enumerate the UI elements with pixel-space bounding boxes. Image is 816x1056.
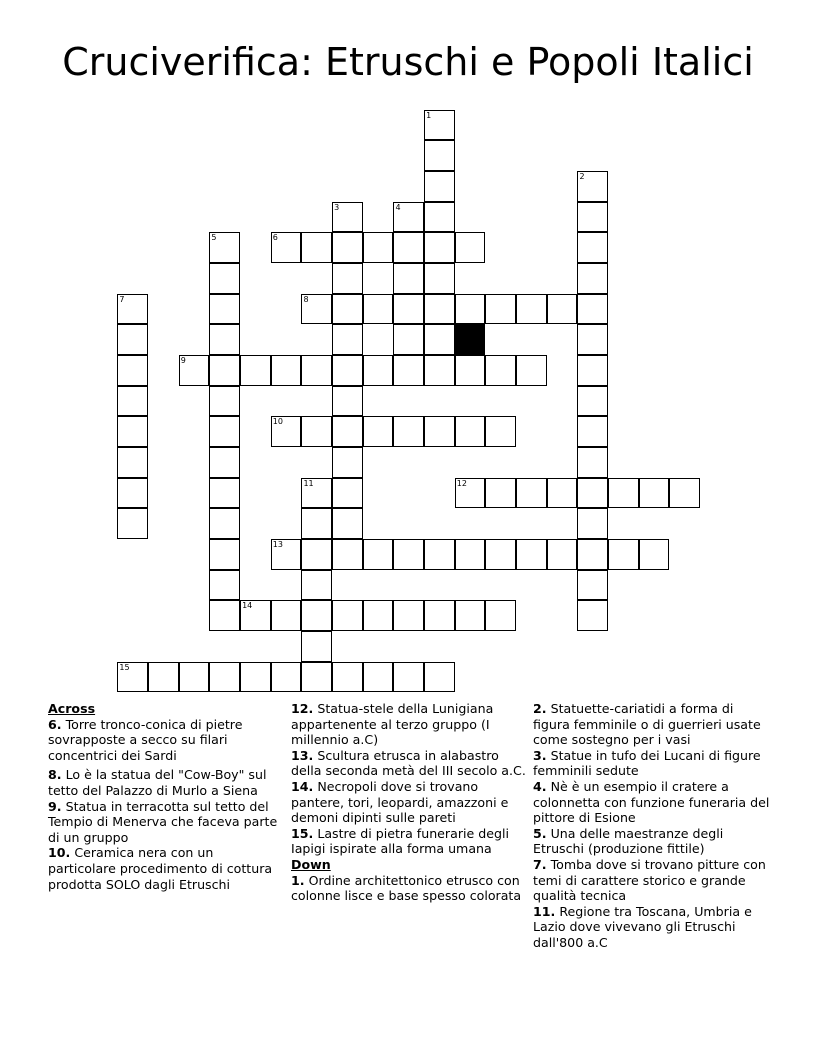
grid-cell[interactable]	[363, 355, 394, 386]
grid-cell[interactable]	[363, 600, 394, 631]
grid-cell[interactable]	[363, 539, 394, 570]
cell-number: 9	[180, 356, 186, 366]
cell-number: 12	[456, 478, 467, 488]
grid-cell[interactable]	[424, 324, 455, 355]
clue-column-1	[48, 701, 280, 892]
clue-number: 13.	[291, 747, 314, 763]
clue-column-2	[291, 701, 527, 904]
grid-cell[interactable]	[117, 386, 148, 417]
grid-cell[interactable]	[424, 662, 455, 693]
grid-cell[interactable]	[393, 232, 424, 263]
clue-text: Statue in tufo dei Lucani di figure femminili sedute	[533, 747, 761, 779]
across-heading: Across	[48, 701, 96, 716]
clue-down-4[interactable]	[533, 779, 771, 826]
grid-cell[interactable]	[363, 232, 394, 263]
clue-down-3[interactable]	[533, 748, 771, 779]
grid-cell[interactable]	[424, 416, 455, 447]
grid-cell[interactable]	[485, 416, 516, 447]
grid-cell[interactable]	[332, 294, 363, 325]
clue-down-5[interactable]	[533, 826, 771, 857]
grid-cell[interactable]	[455, 478, 486, 509]
grid-cell[interactable]	[117, 662, 148, 693]
grid-cell[interactable]	[301, 570, 332, 601]
grid-cell[interactable]	[332, 508, 363, 539]
cell-number: 13	[272, 540, 283, 550]
grid-cell[interactable]	[209, 600, 240, 631]
grid-cell[interactable]	[455, 600, 486, 631]
clue-down-2[interactable]	[533, 701, 771, 748]
grid-cell[interactable]	[577, 539, 608, 570]
grid-cell[interactable]	[639, 478, 670, 509]
cell-number: 15	[119, 662, 130, 672]
grid-cell[interactable]	[117, 478, 148, 509]
grid-cell[interactable]	[547, 478, 578, 509]
grid-cell[interactable]	[516, 539, 547, 570]
clue-number: 14.	[291, 778, 314, 794]
grid-cell[interactable]	[393, 294, 424, 325]
grid-cell[interactable]	[240, 662, 271, 693]
grid-cell[interactable]	[393, 355, 424, 386]
grid-cell[interactable]	[209, 570, 240, 601]
grid-cell[interactable]	[393, 324, 424, 355]
clue-text: Ordine architettonico etrusco con colonne lisce e base spesso colorata	[291, 872, 522, 904]
grid-cell[interactable]	[424, 263, 455, 294]
grid-cell[interactable]	[455, 355, 486, 386]
clue-number: 9.	[48, 798, 62, 814]
clue-text: Statua-stele della Lunigiana appartenente al terzo gruppo (I millennio a.C)	[291, 701, 494, 748]
grid-cell[interactable]	[209, 478, 240, 509]
grid-cell[interactable]	[577, 202, 608, 233]
grid-cell[interactable]	[301, 416, 332, 447]
grid-cell[interactable]	[332, 662, 363, 693]
grid-cell[interactable]	[332, 355, 363, 386]
grid-cell[interactable]	[301, 232, 332, 263]
grid-cell[interactable]	[209, 355, 240, 386]
grid-cell[interactable]	[332, 416, 363, 447]
grid-cell[interactable]	[577, 386, 608, 417]
grid-cell[interactable]	[424, 171, 455, 202]
grid-cell[interactable]	[393, 202, 424, 233]
grid-cell[interactable]	[209, 386, 240, 417]
clue-number: 7.	[533, 856, 547, 872]
grid-cell[interactable]	[485, 539, 516, 570]
grid-cell[interactable]	[209, 263, 240, 294]
clue-across-9[interactable]	[48, 799, 280, 846]
grid-cell[interactable]	[301, 478, 332, 509]
clue-text: Torre tronco-conica di pietre sovrapposte a secco su filari concentrici dei Sardi	[48, 716, 243, 763]
grid-cell[interactable]	[393, 539, 424, 570]
grid-cell[interactable]	[608, 539, 639, 570]
grid-cell[interactable]	[271, 662, 302, 693]
grid-cell[interactable]	[547, 539, 578, 570]
clue-number: 11.	[533, 903, 556, 919]
grid-cell[interactable]	[577, 570, 608, 601]
grid-cell[interactable]	[117, 294, 148, 325]
puzzle-title: Cruciverifica: Etruschi e Popoli Italici	[62, 40, 754, 84]
grid-cell[interactable]	[424, 600, 455, 631]
grid-cell[interactable]	[577, 355, 608, 386]
grid-cell[interactable]	[455, 539, 486, 570]
grid-cell[interactable]	[455, 294, 486, 325]
grid-cell[interactable]	[424, 110, 455, 141]
grid-cell[interactable]	[485, 478, 516, 509]
grid-cell[interactable]	[209, 294, 240, 325]
grid-cell[interactable]	[209, 662, 240, 693]
grid-cell[interactable]	[393, 263, 424, 294]
grid-cell[interactable]	[424, 140, 455, 171]
grid-cell[interactable]	[301, 294, 332, 325]
grid-cell[interactable]	[271, 416, 302, 447]
grid-cell[interactable]	[424, 294, 455, 325]
grid-cell[interactable]	[271, 232, 302, 263]
grid-cell[interactable]	[363, 416, 394, 447]
grid-cell[interactable]	[332, 386, 363, 417]
grid-cell[interactable]	[455, 232, 486, 263]
grid-cell[interactable]	[485, 294, 516, 325]
clue-across-15[interactable]	[291, 826, 527, 857]
grid-cell[interactable]	[577, 324, 608, 355]
grid-cell[interactable]	[393, 662, 424, 693]
clue-number: 15.	[291, 825, 314, 841]
clue-text: Ceramica nera con un particolare procedimento di cottura prodotta SOLO dagli Etruschi	[48, 845, 273, 892]
grid-cell[interactable]	[332, 232, 363, 263]
grid-cell[interactable]	[577, 447, 608, 478]
clue-number: 6.	[48, 716, 62, 732]
grid-cell[interactable]	[179, 662, 210, 693]
cell-number: 8	[303, 294, 309, 304]
down-heading: Down	[291, 856, 331, 872]
cell-number: 3	[334, 202, 340, 212]
grid-cell[interactable]	[577, 508, 608, 539]
clue-down-1[interactable]	[291, 873, 527, 904]
clue-text: Lastre di pietra funerarie degli Iapigi ispirate alla forma umana	[291, 825, 509, 857]
grid-cell[interactable]	[577, 232, 608, 263]
clue-down-11[interactable]	[533, 904, 771, 951]
cell-number: 7	[119, 294, 125, 304]
grid-cell[interactable]	[424, 202, 455, 233]
grid-cell[interactable]	[240, 600, 271, 631]
clue-column-3	[533, 701, 771, 951]
grid-cell[interactable]	[179, 355, 210, 386]
clue-number: 4.	[533, 778, 547, 794]
grid-cell[interactable]	[271, 539, 302, 570]
grid-cell[interactable]	[363, 294, 394, 325]
cell-number: 10	[272, 417, 283, 427]
clue-text: Una delle maestranze degli Etruschi (produzione fittile)	[533, 825, 724, 857]
grid-cell[interactable]	[485, 355, 516, 386]
grid-cell[interactable]	[117, 508, 148, 539]
grid-cell[interactable]	[301, 662, 332, 693]
grid-cell[interactable]	[516, 355, 547, 386]
grid-cell[interactable]	[577, 600, 608, 631]
grid-cell[interactable]	[209, 232, 240, 263]
grid-cell[interactable]	[332, 263, 363, 294]
clue-across-8[interactable]	[48, 767, 280, 798]
black-square	[455, 324, 486, 355]
clue-text: Statua in terracotta sul tetto del Tempio di Menerva che faceva parte di un gruppo	[48, 798, 278, 845]
clue-text: Necropoli dove si trovano pantere, tori, leopardi, amazzoni e demoni dipinti sulle pareti	[291, 778, 509, 826]
grid-cell[interactable]	[117, 416, 148, 447]
clue-text: Scultura etrusca in alabastro della seconda metà del III secolo a.C.	[291, 747, 526, 779]
grid-cell[interactable]	[393, 600, 424, 631]
grid-cell[interactable]	[332, 324, 363, 355]
cell-number: 1	[426, 110, 432, 120]
clue-across-6[interactable]	[48, 717, 280, 764]
grid-cell[interactable]	[424, 539, 455, 570]
clue-across-14[interactable]	[291, 779, 527, 826]
grid-cell[interactable]	[332, 202, 363, 233]
cell-number: 11	[303, 478, 314, 488]
clue-text: Nè è un esempio il cratere a colonnetta con funzione funeraria del pittore di Esione	[533, 778, 770, 826]
clue-across-12[interactable]	[291, 701, 527, 748]
clue-number: 10.	[48, 845, 71, 861]
grid-cell[interactable]	[209, 324, 240, 355]
clue-number: 12.	[291, 701, 314, 716]
grid-cell[interactable]	[209, 416, 240, 447]
grid-cell[interactable]	[639, 539, 670, 570]
clue-down-7[interactable]	[533, 857, 771, 904]
grid-cell[interactable]	[577, 294, 608, 325]
grid-cell[interactable]	[117, 447, 148, 478]
clue-across-13[interactable]	[291, 748, 527, 779]
grid-cell[interactable]	[301, 355, 332, 386]
clue-text: Statuette-cariatidi a forma di figura femminile o di guerrieri usate come sostegno per i vasi	[533, 701, 761, 748]
grid-cell[interactable]	[332, 600, 363, 631]
grid-cell[interactable]	[271, 355, 302, 386]
grid-cell[interactable]	[301, 539, 332, 570]
clue-number: 8.	[48, 767, 62, 783]
grid-cell[interactable]	[209, 508, 240, 539]
grid-cell[interactable]	[271, 600, 302, 631]
grid-cell[interactable]	[516, 478, 547, 509]
grid-cell[interactable]	[608, 478, 639, 509]
grid-cell[interactable]	[209, 447, 240, 478]
grid-cell[interactable]	[148, 662, 179, 693]
grid-cell[interactable]	[332, 447, 363, 478]
grid-cell[interactable]	[393, 416, 424, 447]
cell-number: 14	[242, 601, 253, 611]
clue-text: Regione tra Toscana, Umbria e Lazio dove vivevano gli Etruschi dall'800 a.C	[533, 903, 752, 950]
clue-number: 3.	[533, 747, 547, 763]
grid-cell[interactable]	[117, 355, 148, 386]
grid-cell[interactable]	[547, 294, 578, 325]
grid-cell[interactable]	[577, 171, 608, 202]
grid-cell[interactable]	[301, 631, 332, 662]
grid-cell[interactable]	[669, 478, 700, 509]
cell-number: 6	[272, 233, 278, 243]
clue-text: Lo è la statua del "Cow-Boy" sul tetto del Palazzo di Murlo a Siena	[48, 767, 267, 798]
clue-number: 1.	[291, 872, 305, 888]
grid-cell[interactable]	[577, 263, 608, 294]
clue-number: 5.	[533, 825, 547, 841]
grid-cell[interactable]	[301, 600, 332, 631]
grid-cell[interactable]	[332, 478, 363, 509]
grid-cell[interactable]	[209, 539, 240, 570]
cell-number: 2	[579, 172, 585, 182]
grid-cell[interactable]	[424, 232, 455, 263]
clue-text: Tomba dove si trovano pitture con temi di carattere storico e grande qualità tecnica	[533, 856, 766, 904]
grid-cell[interactable]	[117, 324, 148, 355]
grid-cell[interactable]	[363, 662, 394, 693]
grid-cell[interactable]	[332, 539, 363, 570]
grid-cell[interactable]	[424, 355, 455, 386]
grid-cell[interactable]	[485, 600, 516, 631]
grid-cell[interactable]	[577, 478, 608, 509]
cell-number: 4	[395, 202, 401, 212]
grid-cell[interactable]	[301, 508, 332, 539]
cell-number: 5	[211, 233, 217, 243]
clue-number: 2.	[533, 701, 547, 716]
clue-across-10[interactable]	[48, 845, 280, 892]
grid-cell[interactable]	[240, 355, 271, 386]
grid-cell[interactable]	[516, 294, 547, 325]
grid-cell[interactable]	[577, 416, 608, 447]
grid-cell[interactable]	[455, 416, 486, 447]
